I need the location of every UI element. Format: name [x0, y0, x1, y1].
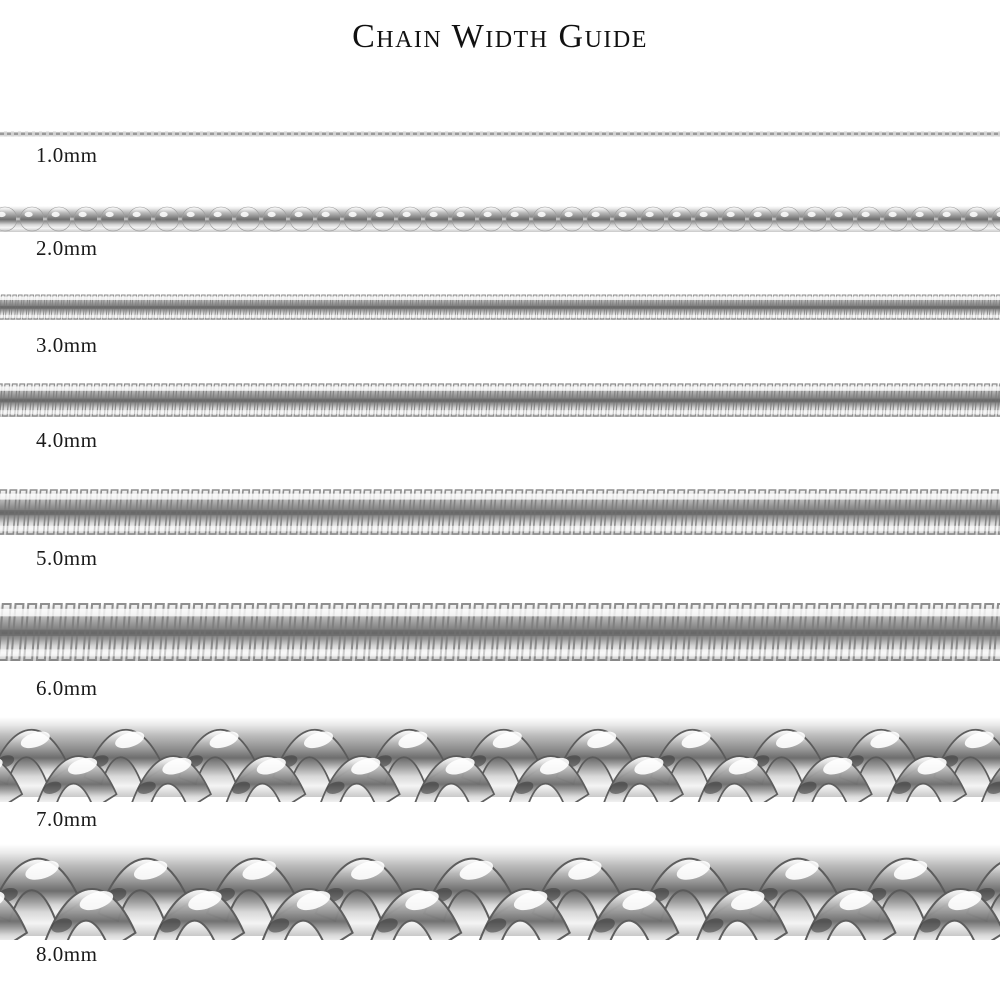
chain-sample-1-0mm — [0, 124, 1000, 144]
chain-sample-6-0mm — [0, 594, 1000, 670]
chain-graphic — [0, 480, 1000, 544]
page-title: Chain Width Guide — [352, 18, 648, 55]
chain-sample-5-0mm — [0, 480, 1000, 544]
chain-graphic — [0, 286, 1000, 328]
chain-sample-7-0mm — [0, 712, 1000, 802]
chain-width-label: 2.0mm — [36, 236, 98, 260]
chain-sample-8-0mm — [0, 840, 1000, 940]
chain-graphic — [0, 374, 1000, 426]
chain-width-label: 8.0mm — [36, 942, 98, 966]
chain-width-label: 7.0mm — [36, 807, 98, 831]
chain-sample-4-0mm — [0, 374, 1000, 426]
chain-sample-3-0mm — [0, 286, 1000, 328]
chain-width-label: 4.0mm — [36, 428, 98, 452]
chain-width-label: 1.0mm — [36, 143, 98, 167]
chain-graphic — [0, 198, 1000, 240]
chain-graphic — [0, 840, 1000, 940]
chain-sample-2-0mm — [0, 198, 1000, 240]
chain-graphic — [0, 594, 1000, 670]
chain-width-label: 5.0mm — [36, 546, 98, 570]
chain-graphic — [0, 124, 1000, 144]
chain-width-label: 6.0mm — [36, 676, 98, 700]
chain-width-label: 3.0mm — [36, 333, 98, 357]
chain-graphic — [0, 712, 1000, 802]
